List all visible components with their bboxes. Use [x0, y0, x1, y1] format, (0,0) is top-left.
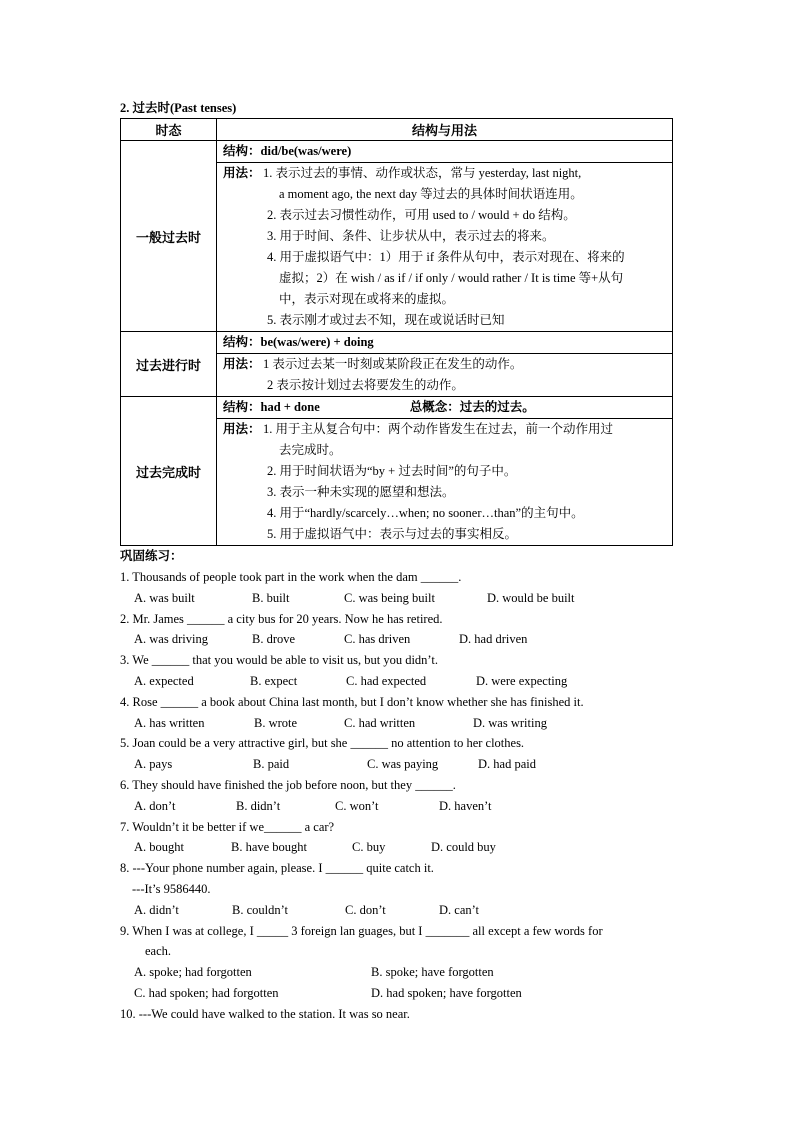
document-page	[120, 98, 680, 1025]
question-text: 6. They should have finished the job before noon, but they ______.	[120, 777, 456, 792]
practice-section	[120, 546, 680, 1025]
tense-detail	[217, 332, 673, 397]
option: B. wrote	[254, 715, 298, 730]
question-text: 2. Mr. James ______ a city bus for 20 years. Now he has retired.	[120, 611, 443, 626]
option: C. had spoken; had forgotten	[134, 985, 279, 1000]
usage-line: 中，表示对现在或将来的虚拟。	[279, 292, 455, 306]
option: A. was built	[134, 590, 195, 605]
option: C. don’t	[345, 902, 386, 917]
option: C. had expected	[346, 673, 427, 688]
usage-label: 用法：	[223, 422, 261, 436]
option: D. had spoken; have forgotten	[371, 985, 522, 1000]
option: C. was paying	[367, 757, 439, 772]
usage-line: 1 表示过去某一时刻或某阶段正在发生的动作。	[263, 357, 523, 371]
usage-label: 用法：	[223, 357, 261, 371]
usage-line: 2 表示按计划过去将要发生的动作。	[267, 378, 464, 392]
header-tense: 时态	[121, 119, 217, 141]
option: A. was driving	[134, 632, 208, 647]
option: B. paid	[253, 757, 290, 772]
question-text: 3. We ______ that you would be able to visit us, but you didn’t.	[120, 653, 438, 668]
usage-label: 用法：	[223, 166, 261, 180]
header-usage: 结构与用法	[217, 119, 673, 141]
question-text: ---It’s 9586440.	[132, 881, 211, 896]
question-options	[120, 754, 680, 775]
question-options	[120, 983, 680, 1004]
question-options	[120, 671, 680, 692]
usage-block	[217, 354, 672, 396]
tense-detail	[217, 397, 673, 546]
usage-line: 3. 表示一种未实现的愿望和想法。	[267, 485, 455, 499]
option: C. has driven	[344, 632, 411, 647]
question-text: 9. When I was at college, I _____ 3 foreign lan guages, but I _______ all except a few words for	[120, 923, 603, 938]
option: A. bought	[134, 840, 184, 855]
usage-line: 4. 用于“hardly/scarcely…when; no sooner…than”的主句中。	[267, 506, 584, 520]
usage-block	[217, 163, 672, 331]
option: D. haven’t	[439, 798, 492, 813]
option: B. didn’t	[236, 798, 281, 813]
option: B. have bought	[231, 840, 308, 855]
usage-line: 2. 用于时间状语为“by + 过去时间”的句子中。	[267, 464, 517, 478]
usage-line: 5. 表示刚才或过去不知，现在或说话时已知	[267, 313, 505, 327]
option: B. spoke; have forgotten	[371, 965, 494, 980]
question-text: each.	[145, 944, 172, 959]
practice-heading: 巩固练习：	[120, 549, 183, 563]
option: D. had driven	[459, 632, 528, 647]
section-title: 2. 过去时(Past tenses)	[120, 101, 237, 115]
question-options	[120, 796, 680, 817]
question-options	[120, 588, 680, 609]
question-text: 4. Rose ______ a book about China last month, but I don’t know whether she has finished it.	[120, 694, 584, 709]
question-options	[120, 837, 680, 858]
option: B. built	[252, 590, 290, 605]
option: A. didn’t	[134, 902, 179, 917]
usage-line: a moment ago, the next day 等过去的具体时间状语连用。	[279, 187, 583, 201]
option: D. had paid	[478, 757, 536, 772]
question-text: 5. Joan could be a very attractive girl, but she ______ no attention to her clothes.	[120, 736, 525, 751]
tense-name: 过去完成时	[121, 397, 217, 546]
option: A. has written	[134, 715, 205, 730]
option: A. spoke; had forgotten	[134, 965, 252, 980]
tense-name: 过去进行时	[121, 332, 217, 397]
question-text: 8. ---Your phone number again, please. I ______ quite catch it.	[120, 861, 434, 876]
tense-table	[120, 118, 673, 546]
structure-line	[217, 397, 672, 419]
question-text: 7. Wouldn’t it be better if we______ a car?	[120, 819, 335, 834]
option: C. was being built	[344, 590, 435, 605]
option: A. expected	[134, 673, 194, 688]
usage-line: 4. 用于虚拟语气中：1）用于 if 条件从句中，表示对现在、将来的	[267, 250, 625, 264]
option: D. were expecting	[476, 673, 568, 688]
question-options	[120, 713, 680, 734]
option: D. can’t	[439, 902, 480, 917]
question-text: 10. ---We could have walked to the station. It was so near.	[120, 1006, 410, 1021]
usage-line: 虚拟；2）在 wish / as if / if only / would rather / It is time 等+从句	[279, 271, 624, 285]
option: C. buy	[352, 840, 386, 855]
tense-detail	[217, 141, 673, 332]
option: A. don’t	[134, 798, 176, 813]
structure-label: 结构：	[223, 144, 261, 158]
concept-note: 总概念：过去的过去。	[409, 400, 535, 414]
structure-line	[217, 141, 672, 163]
usage-line: 1. 用于主从复合句中：两个动作皆发生在过去，前一个动作用过	[263, 422, 614, 436]
option: C. won’t	[335, 798, 379, 813]
option: D. could buy	[431, 840, 496, 855]
usage-line: 2. 表示过去习惯性动作，可用 used to / would + do 结构。	[267, 208, 576, 222]
usage-block	[217, 419, 672, 545]
question-options	[120, 629, 680, 650]
structure-label: 结构：	[223, 400, 261, 414]
option: B. drove	[252, 632, 296, 647]
structure-formula: did/be(was/were)	[260, 144, 352, 158]
option: D. was writing	[473, 715, 547, 730]
option: A. pays	[134, 757, 173, 772]
option: B. expect	[250, 673, 298, 688]
structure-formula: be(was/were) + doing	[260, 335, 374, 349]
option: D. would be built	[487, 590, 575, 605]
usage-line: 去完成时。	[279, 443, 342, 457]
structure-line	[217, 332, 672, 354]
structure-label: 结构：	[223, 335, 261, 349]
usage-line: 1. 表示过去的事情、动作或状态，常与 yesterday, last night,	[263, 166, 582, 180]
option: C. had written	[344, 715, 416, 730]
usage-line: 3. 用于时间、条件、让步状从中，表示过去的将来。	[267, 229, 555, 243]
structure-formula: had + done	[260, 400, 320, 414]
usage-line: 5. 用于虚拟语气中：表示与过去的事实相反。	[267, 527, 518, 541]
tense-name: 一般过去时	[121, 141, 217, 332]
question-options	[120, 900, 680, 921]
question-options	[120, 962, 680, 983]
question-text: 1. Thousands of people took part in the work when the dam ______.	[120, 570, 462, 584]
option: B. couldn’t	[232, 902, 289, 917]
